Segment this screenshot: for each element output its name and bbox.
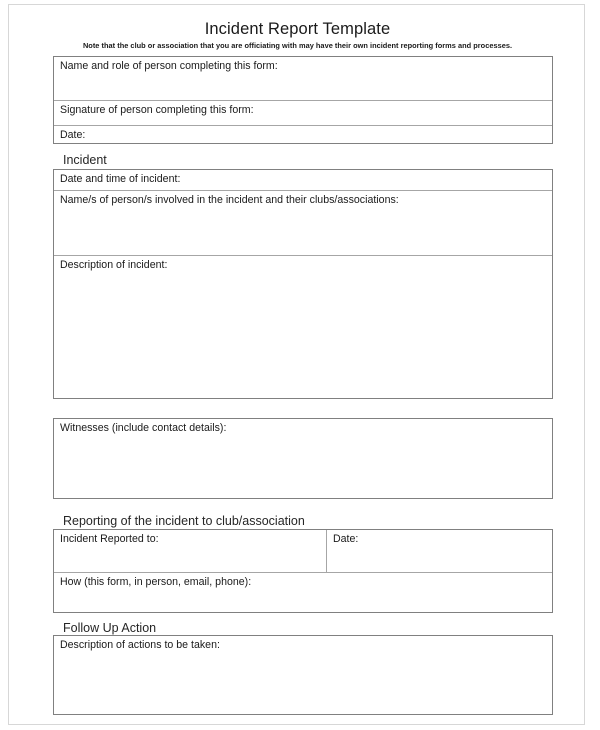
field-row-persons-involved[interactable] bbox=[54, 191, 552, 256]
field-label-incident-reported-to: Incident Reported to: bbox=[60, 533, 159, 545]
field-label-how-reported: How (this form, in person, email, phone): bbox=[60, 576, 252, 588]
form-table-reporting bbox=[53, 529, 553, 613]
document-note: Note that the club or association that you are officiating with may have their own incident reporting forms and processes. bbox=[82, 41, 513, 50]
page-title: Incident Report Template bbox=[204, 20, 391, 38]
field-label-date-time-of-incident: Date and time of incident: bbox=[60, 173, 181, 185]
field-label-reported-date: Date: bbox=[333, 533, 359, 545]
section-heading-incident: Incident bbox=[63, 153, 107, 167]
form-table-witnesses bbox=[53, 418, 553, 499]
field-row-actions-to-be-taken[interactable] bbox=[54, 636, 552, 714]
field-label-persons-involved: Name/s of person/s involved in the incident and their clubs/associations: bbox=[60, 194, 399, 206]
field-label-date: Date: bbox=[60, 129, 86, 141]
form-table-incident bbox=[53, 169, 553, 399]
section-heading-reporting: Reporting of the incident to club/association bbox=[63, 514, 305, 528]
field-label-actions-to-be-taken: Description of actions to be taken: bbox=[60, 639, 220, 651]
field-row-how-reported[interactable] bbox=[54, 573, 552, 612]
form-table-follow-up bbox=[53, 635, 553, 715]
document-page bbox=[8, 4, 585, 725]
field-row-signature[interactable] bbox=[54, 101, 552, 126]
field-row-description-of-incident[interactable] bbox=[54, 256, 552, 398]
column-divider bbox=[326, 530, 327, 572]
section-heading-follow-up: Follow Up Action bbox=[63, 621, 157, 635]
field-label-signature: Signature of person completing this form: bbox=[60, 104, 254, 116]
field-label-description-of-incident: Description of incident: bbox=[60, 259, 168, 271]
field-row-witnesses[interactable] bbox=[54, 419, 552, 498]
field-row-incident-reported-to[interactable] bbox=[54, 530, 552, 573]
field-label-name-and-role: Name and role of person completing this form: bbox=[60, 60, 278, 72]
field-row-date-time-of-incident[interactable] bbox=[54, 170, 552, 191]
field-label-witnesses: Witnesses (include contact details): bbox=[60, 422, 227, 434]
form-table-completed-by bbox=[53, 56, 553, 144]
field-row-name-and-role[interactable] bbox=[54, 57, 552, 101]
field-row-date[interactable] bbox=[54, 126, 552, 143]
